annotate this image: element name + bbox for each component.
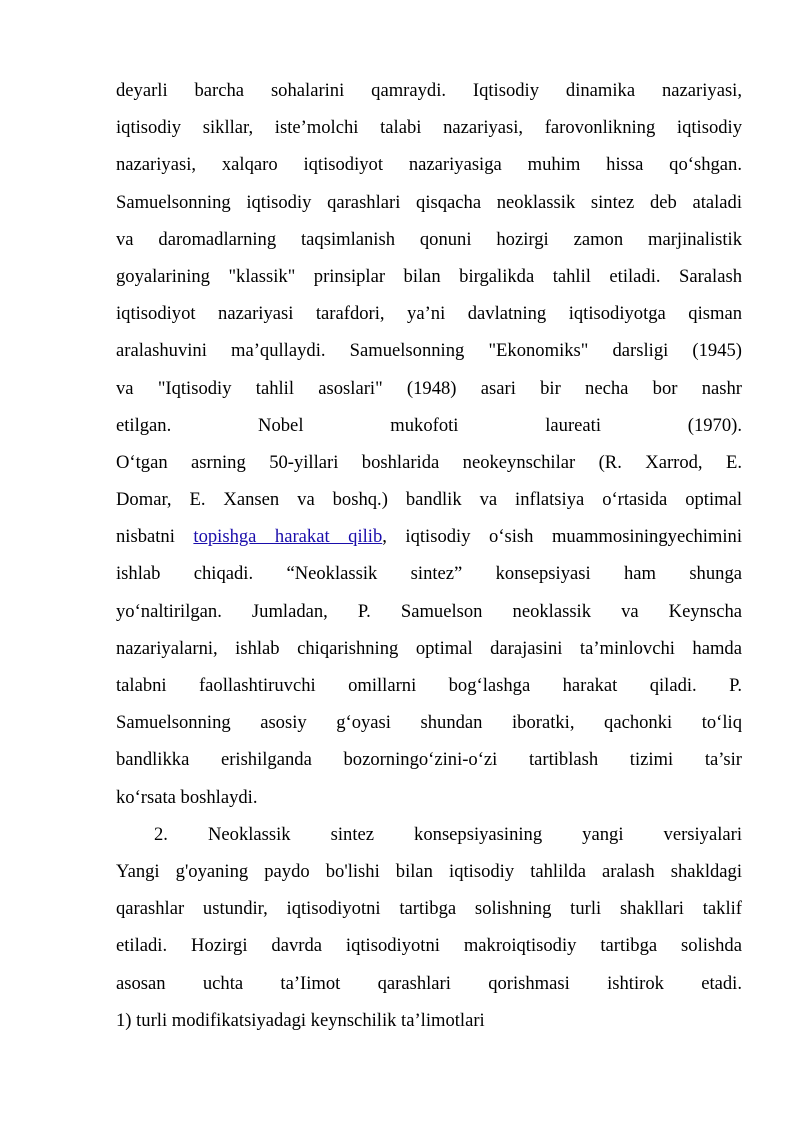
text-line: Samuelsonning iqtisodiy qarashlari qisqacha neoklassik sintez deb ataladi	[116, 191, 742, 213]
text-line: ko‘rsata boshlaydi.	[116, 786, 258, 808]
text-line: iqtisodiyot nazariyasi tarafdori, ya’ni davlatning iqtisodiyotga qisman	[116, 303, 742, 325]
text-line: va "Iqtisodiy tahlil asoslari" (1948) asari bir necha bor nashr	[116, 377, 742, 399]
text-line: nazariyasi, xalqaro iqtisodiyot nazariyasiga muhim hissa qo‘shgan.	[116, 154, 742, 176]
text-line: O‘tgan asrning 50-yillari boshlarida neokeynschilar (R. Xarrod, E.	[116, 451, 742, 473]
text-line: goyalarining "klassik" prinsiplar bilan birgalikda tahlil etiladi. Saralash	[116, 265, 742, 287]
text-line: bandlikka erishilganda bozorningo‘zini-o‘zi tartiblash tizimi ta’sir	[116, 749, 742, 771]
text-line: aralashuvini ma’qullaydi. Samuelsonning "Ekonomiks" darsligi (1945)	[116, 340, 742, 362]
text-line: va daromadlarning taqsimlanish qonuni hozirgi zamon marjinalistik	[116, 228, 742, 250]
document-body	[116, 72, 742, 1039]
text-line-with-link	[116, 518, 742, 555]
list-item: 1) turli modifikatsiyadagi keynschilik ta’limotlari	[116, 1009, 485, 1031]
text-segment: , iqtisodiy o‘sish muammosiningyechimini	[382, 526, 743, 548]
text-line: qarashlar ustundir, iqtisodiyotni tartibga solishning turli shakllari taklif	[116, 898, 742, 920]
text-line: Samuelsonning asosiy g‘oyasi shundan iboratki, qachonki to‘liq	[116, 712, 742, 734]
text-line: nazariyalarni, ishlab chiqarishning optimal darajasini ta’minlovchi hamda	[116, 637, 742, 659]
inline-link[interactable]: topishga harakat qilib	[193, 526, 383, 548]
text-line: deyarli barcha sohalarini qamraydi. Iqtisodiy dinamika nazariyasi,	[116, 80, 742, 101]
text-segment: nisbatni	[116, 526, 194, 548]
text-line: asosan uchta ta’Iimot qarashlari qorishmasi ishtirok etadi.	[116, 972, 742, 994]
text-line: talabni faollashtiruvchi omillarni bog‘lashga harakat qiladi. P.	[116, 675, 742, 696]
text-line: etiladi. Hozirgi davrda iqtisodiyotni makroiqtisodiy tartibga solishda	[116, 935, 742, 957]
text-line: ishlab chiqadi. “Neoklassik sintez” konsepsiyasi ham shunga	[116, 563, 742, 585]
section-heading: 2. Neoklassik sintez konsepsiyasining yangi versiyalari	[154, 823, 742, 845]
text-line: yo‘naltirilgan. Jumladan, P. Samuelson neoklassik va Keynscha	[116, 600, 742, 622]
text-line: Domar, E. Xansen va boshq.) bandlik va inflatsiya o‘rtasida optimal	[116, 489, 742, 511]
text-line: Yangi g'oyaning paydo bo'lishi bilan iqtisodiy tahlilda aralash shakldagi	[116, 860, 742, 882]
text-line: etilgan. Nobel mukofoti laureati (1970).	[116, 414, 742, 436]
text-line: iqtisodiy sikllar, iste’molchi talabi nazariyasi, farovonlikning iqtisodiy	[116, 117, 742, 139]
